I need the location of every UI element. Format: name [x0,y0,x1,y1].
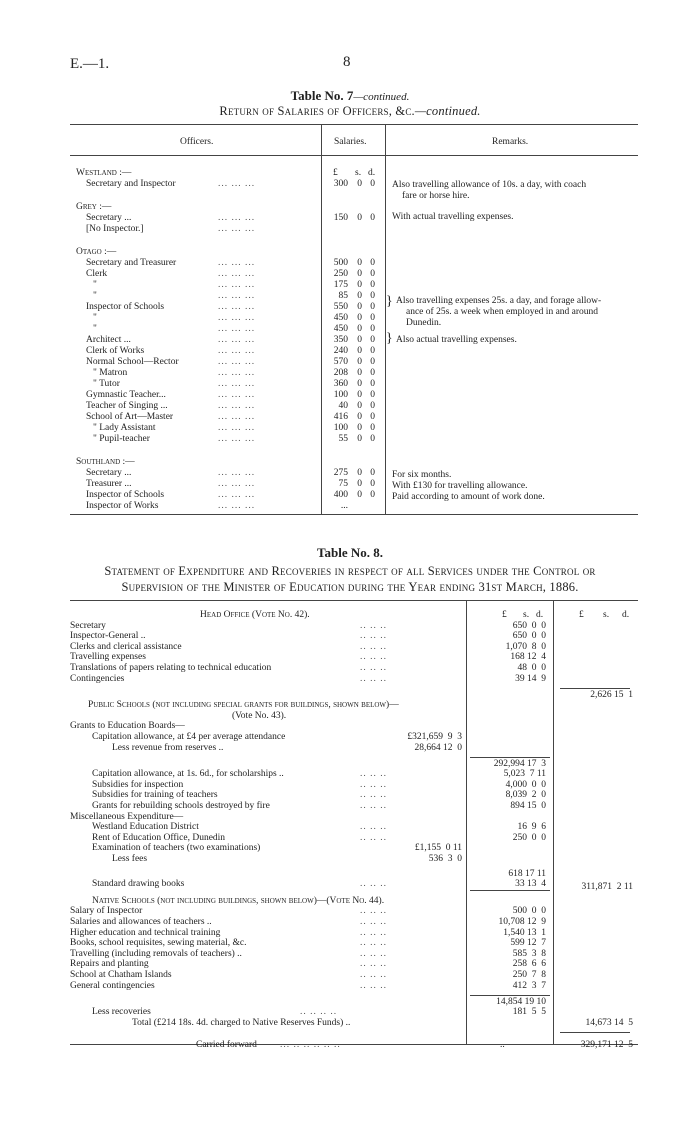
leader-dots: .. .. .. [360,822,387,833]
amount: 258 6 6 [512,959,546,970]
salary-shillings: 0 [357,479,362,489]
salary-pounds: 450 [333,313,348,323]
amount: 168 12 4 [510,652,546,663]
section-heading: Westland :— [76,168,132,178]
leader-dots: .. .. .. [360,927,387,938]
salary-pence: 0 [370,423,375,433]
officer-label: Inspector of Schools [86,490,165,500]
col-officers: Officers. [180,137,214,147]
head-office-item: Inspector-General .. [70,631,146,642]
table8-title: Table No. 8. [317,545,383,560]
carried-forward-label: Carried forward [196,1040,257,1051]
officer-label: " [93,324,97,334]
head-office-total: 2,626 15 1 [590,690,633,701]
net-grant: 292,994 17 3 [493,759,546,770]
native-schools-item: Higher education and technical training [70,927,221,938]
page-ref: E.—1. [70,56,110,72]
salary-shillings: 0 [357,390,362,400]
officer-label: " Matron [93,368,128,378]
salary-pounds: 360 [333,379,348,389]
subtotal-rule [470,890,550,891]
table8-col-divider-2 [553,600,554,1044]
salary-pence: 0 [370,269,375,279]
table8-subtitle-2: Supervision of the Minister of Education during the Year ending 31st March, 1886. [121,580,579,594]
officer-label: Architect ... [86,335,131,345]
currency-header: d. [622,610,630,620]
leader-dots: ... ... ... [218,313,256,323]
currency-header: d. [368,168,376,178]
native-schools-item: Salaries and allowances of teachers .. [70,917,212,927]
officer-label: Secretary ... [86,468,132,478]
misc-item: Westland Education District [92,822,199,833]
remark-westland-2: fare or horse hire. [402,191,470,201]
officer-label: Normal School—Rector [86,357,179,367]
officer-label: [No Inspector.] [86,224,144,234]
amount: 39 14 9 [515,673,546,684]
native-sum: 14,854 19 10 [496,997,546,1008]
grants-heading: Grants to Education Boards— [70,721,185,732]
table7-col-divider-1 [321,124,322,515]
salary-pence: 0 [370,335,375,345]
subtotal-rule [560,1032,630,1033]
capitation-amount: £321,659 9 3 [407,732,462,742]
currency-header: £ [333,168,338,178]
leader-dots: .. .. .. [360,980,387,991]
officer-label: Clerk [86,269,108,279]
leader-dots: .. .. .. [360,948,387,959]
leader-dots: .. .. .. [360,631,387,642]
salary-pounds: 416 [333,412,348,422]
salary-pence: 0 [370,280,375,290]
officer-label: " [93,280,97,290]
officer-label: Secretary and Treasurer [86,258,177,268]
less-recoveries-label: Less recoveries [92,1007,151,1018]
salary-pence: 0 [370,302,375,312]
salary-pounds: 275 [333,468,348,478]
leader-dots: ... ... ... [218,390,256,400]
less-revenue-amount: 28,664 12 0 [414,742,462,753]
leader-dots: ... ... ... [218,368,256,378]
salary-pence: 0 [370,346,375,356]
less-fees-label: Less fees [112,854,148,864]
leader-dots: .. [500,1040,505,1051]
officer-label: Clerk of Works [86,346,145,356]
amount: 4,000 0 0 [505,779,546,790]
amount: 1,070 8 0 [505,641,546,652]
salary-shillings: 0 [357,401,362,411]
table7-title: Table No. 7—continued. [290,88,410,103]
amount: 1,540 13 1 [503,927,546,938]
currency-header: s. [603,610,610,620]
leader-dots: ... ... ... [218,357,256,367]
currency-header: s. [523,610,530,620]
native-schools-heading: Native Schools (not including buildings, shown below)—(Vote No. 44). [92,895,385,906]
leader-dots: .. .. .. .. [300,1007,338,1018]
table7-bottom-rule [70,514,638,515]
remark-otago-insp-2: ance of 25s. a week when employed in and around [406,307,599,317]
amount: 33 13 4 [515,879,546,890]
leader-dots: ... ... ... [218,423,256,433]
native-total-label: Total (£214 18s. 4d. charged to Native Reserves Funds) .. [132,1017,351,1028]
salary-pence: 0 [370,324,375,334]
salary-pence: 0 [370,412,375,422]
section-heading: Southland :— [76,457,135,467]
public-schools-total: 311,871 2 11 [581,881,633,892]
leader-dots: ... ... ... [218,224,256,234]
salary-pence: 0 [370,357,375,367]
officer-label: Teacher of Singing ... [86,401,168,411]
brace-icon: } [386,331,393,346]
leader-dots: ... ... ... [218,412,256,422]
officer-label: " [93,313,97,323]
page-number: 8 [343,54,351,70]
public-schools-item: Subsidies for inspection [92,779,184,790]
misc-item: Rent of Education Office, Dunedin [92,832,226,843]
remark-grey: With actual travelling expenses. [392,212,514,222]
leader-dots: .. .. .. [360,673,387,684]
leader-dots: .. .. .. [360,879,387,890]
salary-pounds: 100 [333,423,348,433]
officer-label: Inspector of Schools [86,302,165,312]
leader-dots: .. .. .. [360,938,387,949]
misc-heading: Miscellaneous Expenditure— [70,811,184,822]
brace-icon: } [386,294,393,309]
salary-pounds: 208 [333,368,348,378]
salary-pence: 0 [370,291,375,301]
leader-dots: ... ... ... [218,269,256,279]
leader-dots: .. .. .. [360,663,387,673]
leader-dots: ... ... ... [218,213,256,223]
leader-dots: .. .. .. [360,769,387,780]
salary-shillings: 0 [357,179,362,189]
officer-label: Secretary and Inspector [86,179,176,189]
leader-dots: ... ... ... [218,401,256,411]
leader-dots: .. .. .. [360,801,387,811]
currency-header: d. [536,610,544,620]
amount: 48 0 0 [517,663,546,673]
leader-dots: ... ... ... [218,490,256,500]
salary-shillings: 0 [357,379,362,389]
head-office-item: Travelling expenses [70,652,146,663]
leader-dots: .. .. .. [360,620,387,631]
officer-label: " Tutor [93,379,120,389]
public-schools-heading: Public Schools (not including special grants for buildings, shown below)— [88,700,399,711]
salary-pounds: 85 [338,291,348,301]
salary-pounds: ... [340,501,348,511]
table8-subtitle-1: Statement of Expenditure and Recoveries in respect of all Services under the Control or [104,564,596,578]
officer-label: School of Art—Master [86,412,174,422]
less-recoveries-amount: 181 5 5 [512,1007,546,1018]
salary-pence: 0 [370,434,375,444]
salary-shillings: 0 [357,434,362,444]
leader-dots: .. .. .. [360,652,387,663]
public-schools-item: Grants for rebuilding schools destroyed by fire [92,801,270,811]
salary-pounds: 550 [333,302,348,312]
salary-pounds: 240 [333,346,348,356]
salary-shillings: 0 [357,412,362,422]
exam-net: 618 17 11 [508,868,546,879]
salary-shillings: 0 [357,269,362,279]
leader-dots: .. .. .. [360,832,387,843]
leader-dots: .. .. .. [360,790,387,801]
section-heading: Grey :— [76,202,112,212]
salary-shillings: 0 [357,280,362,290]
salary-pence: 0 [370,401,375,411]
leader-dots: .. .. .. [360,959,387,970]
remark-south-2: With £130 for travelling allowance. [392,481,528,491]
salary-pence: 0 [370,213,375,223]
leader-dots: ... ... ... [218,346,256,356]
public-schools-item: Subsidies for training of teachers [92,790,218,801]
salary-pounds: 350 [333,335,348,345]
leader-dots: ... ... ... [218,302,256,312]
exam-amount: £1,155 0 11 [414,843,462,854]
table7-subtitle: Return of Salaries of Officers, &c.—continued. [219,104,481,118]
head-office-item: Translations of papers relating to technical education [70,663,272,673]
leader-dots: .. .. .. [360,917,387,927]
capitation-label: Capitation allowance, at £4 per average attendance [92,732,286,742]
remark-otago-arch: Also actual travelling expenses. [396,335,517,345]
native-schools-item: Travelling (including removals of teachers) .. [70,948,242,959]
remark-otago-insp-3: Dunedin. [406,318,442,328]
col-remarks: Remarks. [492,137,529,147]
salary-pounds: 300 [333,179,348,189]
table7-top-rule [70,124,638,125]
salary-pounds: 500 [333,258,348,268]
subtotal-rule [560,688,630,689]
leader-dots: ... ... ... [218,291,256,301]
leader-dots: .. .. .. [360,906,387,917]
leader-dots: ... ... ... [218,258,256,268]
salary-pounds: 400 [333,490,348,500]
salary-shillings: 0 [357,490,362,500]
amount: 250 7 8 [512,970,546,980]
officer-label: Gymnastic Teacher... [86,390,166,400]
salary-pence: 0 [370,258,375,268]
leader-dots: ... ... ... [218,179,256,189]
amount: 585 3 8 [512,948,546,959]
salary-pounds: 570 [333,357,348,367]
leader-dots: ... ... ... [218,468,256,478]
salary-shillings: 0 [357,291,362,301]
salary-shillings: 0 [357,357,362,367]
leader-dots: ... ... ... [218,335,256,345]
currency-header: £ [502,610,507,620]
salary-shillings: 0 [357,213,362,223]
amount: 650 0 0 [512,620,546,631]
salary-pounds: 150 [333,213,348,223]
salary-shillings: 0 [357,313,362,323]
remark-south-3: Paid according to amount of work done. [392,492,545,502]
amount: 500 0 0 [512,906,546,917]
officer-label: Treasurer ... [86,479,132,489]
amount: 599 12 7 [510,938,546,949]
salary-pence: 0 [370,490,375,500]
leader-dots: .. .. .. [360,970,387,980]
amount: 412 3 7 [512,980,546,991]
head-office-item: Secretary [70,620,106,631]
salary-pounds: 40 [338,401,348,411]
leader-dots: .. .. .. [360,641,387,652]
salary-pence: 0 [370,313,375,323]
amount: 894 15 0 [510,801,546,811]
officer-label: " Pupil-teacher [93,434,150,444]
head-office-item: Contingencies [70,673,125,684]
leader-dots: ... .. .. .. .. .. [280,1040,341,1051]
table7-header-rule [70,155,638,156]
salary-shillings: 0 [357,423,362,433]
amount: 650 0 0 [512,631,546,642]
amount: 8,039 2 0 [505,790,546,801]
remark-westland-1: Also travelling allowance of 10s. a day, with coach [392,180,587,190]
less-fees-amount: 536 3 0 [428,854,462,864]
amount: 16 9 6 [517,822,546,833]
native-schools-item: School at Chatham Islands [70,970,172,980]
salary-pence: 0 [370,479,375,489]
table7-col-divider-2 [385,124,386,515]
officer-label: Secretary ... [86,213,132,223]
salary-shillings: 0 [357,468,362,478]
salary-pounds: 100 [333,390,348,400]
remark-otago-insp-1: Also travelling expenses 25s. a day, and forage allow- [396,296,602,306]
leader-dots: ... ... ... [218,479,256,489]
salary-pounds: 55 [338,434,348,444]
salary-pence: 0 [370,468,375,478]
currency-header: £ [579,610,584,620]
salary-shillings: 0 [357,324,362,334]
officer-label: Inspector of Works [86,501,159,511]
leader-dots: .. .. .. [360,779,387,790]
native-schools-item: Books, school requisites, sewing material, &c. [70,938,247,949]
public-schools-item: Capitation allowance, at 1s. 6d., for scholarships .. [92,769,284,780]
salary-pounds: 450 [333,324,348,334]
remark-south-1: For six months. [392,470,452,480]
amount: 250 0 0 [512,832,546,843]
head-office-heading: Head Office (Vote No. 42). [200,610,310,620]
carried-forward-amount: 329,171 12 5 [580,1040,633,1051]
native-schools-item: General contingencies [70,980,155,991]
officer-label: " [93,291,97,301]
salary-pence: 0 [370,179,375,189]
salary-shillings: 0 [357,335,362,345]
salary-pence: 0 [370,379,375,389]
officer-label: " Lady Assistant [93,423,156,433]
salary-pence: 0 [370,368,375,378]
head-office-item: Clerks and clerical assistance [70,641,182,652]
exam-label: Examination of teachers (two examinations) [92,843,261,854]
salary-pounds: 250 [333,269,348,279]
public-schools-vote: (Vote No. 43). [232,710,287,721]
leader-dots: ... ... ... [218,324,256,334]
leader-dots: ... ... ... [218,434,256,444]
native-schools-item: Salary of Inspector [70,906,143,917]
drawing-books: Standard drawing books [92,879,185,890]
native-total: 14,673 14 5 [585,1017,633,1028]
leader-dots: ... ... ... [218,501,256,511]
salary-shillings: 0 [357,258,362,268]
salary-shillings: 0 [357,302,362,312]
amount: 5,023 7 11 [503,769,546,780]
salary-pence: 0 [370,390,375,400]
leader-dots: ... ... ... [218,280,256,290]
salary-shillings: 0 [357,368,362,378]
salary-pounds: 175 [333,280,348,290]
currency-header: s. [355,168,362,178]
less-revenue-label: Less revenue from reserves .. [112,742,224,753]
col-salaries: Salaries. [334,137,367,147]
salary-pounds: 75 [338,479,348,489]
section-heading: Otago :— [76,247,117,257]
leader-dots: ... ... ... [218,379,256,389]
subtotal-rule [470,757,550,758]
subtotal-rule [470,995,550,996]
amount: 10,708 12 9 [498,917,546,927]
salary-shillings: 0 [357,346,362,356]
native-schools-item: Repairs and planting [70,959,149,970]
